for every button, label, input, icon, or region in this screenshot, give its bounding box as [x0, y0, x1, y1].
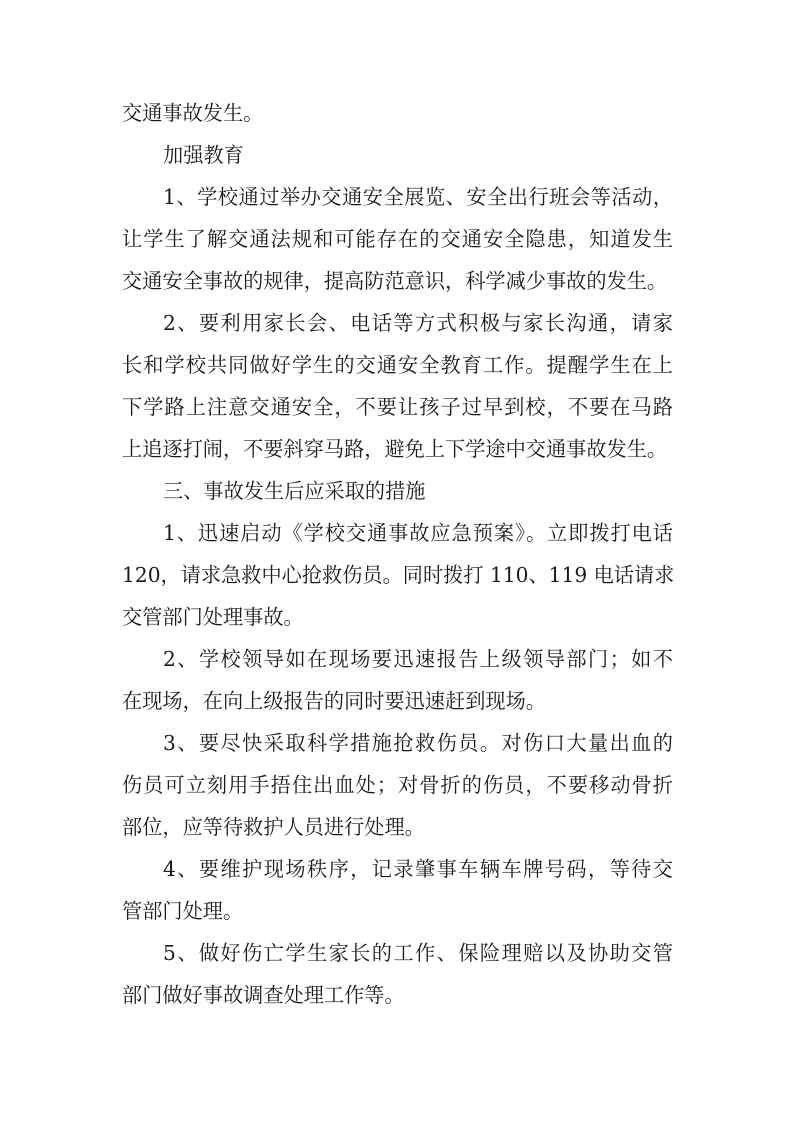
text-line: 交通事故发生。 [122, 101, 264, 125]
paragraph [122, 722, 673, 848]
text-line: 3、要尽快采取科学措施抢救伤员。对伤口大量出血的 [163, 731, 673, 755]
section-heading [122, 134, 673, 176]
text-line: 交管部门处理事故。 [122, 605, 304, 629]
text-line: 部门做好事故调查处理工作等。 [122, 983, 405, 1007]
text-line: 上追逐打闹，不要斜穿马路，避免上下学途中交通事故发生。 [122, 437, 668, 461]
paragraph [122, 302, 673, 470]
text-line: 加强教育 [163, 143, 244, 167]
text-line: 1、迅速启动《学校交通事故应急预案》。立即拨打电话 [163, 521, 673, 545]
paragraph [122, 932, 673, 1016]
text-line: 部位，应等待救护人员进行处理。 [122, 815, 425, 839]
paragraph [122, 176, 673, 302]
text-line: 2、要利用家长会、电话等方式积极与家长沟通，请家 [163, 311, 673, 335]
text-line: 5、做好伤亡学生家长的工作、保险理赔以及协助交管 [163, 941, 673, 965]
text-line: 交通安全事故的规律，提高防范意识，科学减少事故的发生。 [122, 269, 668, 293]
text-line: 在现场，在向上级报告的同时要迅速赶到现场。 [122, 689, 546, 713]
section-heading [122, 470, 673, 512]
text-line: 三、事故发生后应采取的措施 [163, 479, 426, 503]
text-line: 120，请求急救中心抢救伤员。同时拨打 110、119 电话请求 [122, 563, 675, 587]
text-line: 2、学校领导如在现场要迅速报告上级领导部门；如不 [163, 647, 673, 671]
text-line: 让学生了解交通法规和可能存在的交通安全隐患，知道发生 [122, 227, 673, 251]
paragraph [122, 512, 673, 638]
paragraph [122, 92, 673, 134]
paragraph [122, 848, 673, 932]
text-line: 4、要维护现场秩序，记录肇事车辆车牌号码，等待交 [163, 857, 673, 881]
text-line: 1、学校通过举办交通安全展览、安全出行班会等活动， [163, 185, 673, 209]
text-line: 管部门处理。 [122, 899, 244, 923]
text-line: 下学路上注意交通安全，不要让孩子过早到校，不要在马路 [122, 395, 673, 419]
text-line: 长和学校共同做好学生的交通安全教育工作。提醒学生在上 [122, 353, 673, 377]
document-page [122, 92, 673, 1016]
paragraph [122, 638, 673, 722]
text-line: 伤员可立刻用手捂住出血处；对骨折的伤员，不要移动骨折 [122, 773, 673, 797]
